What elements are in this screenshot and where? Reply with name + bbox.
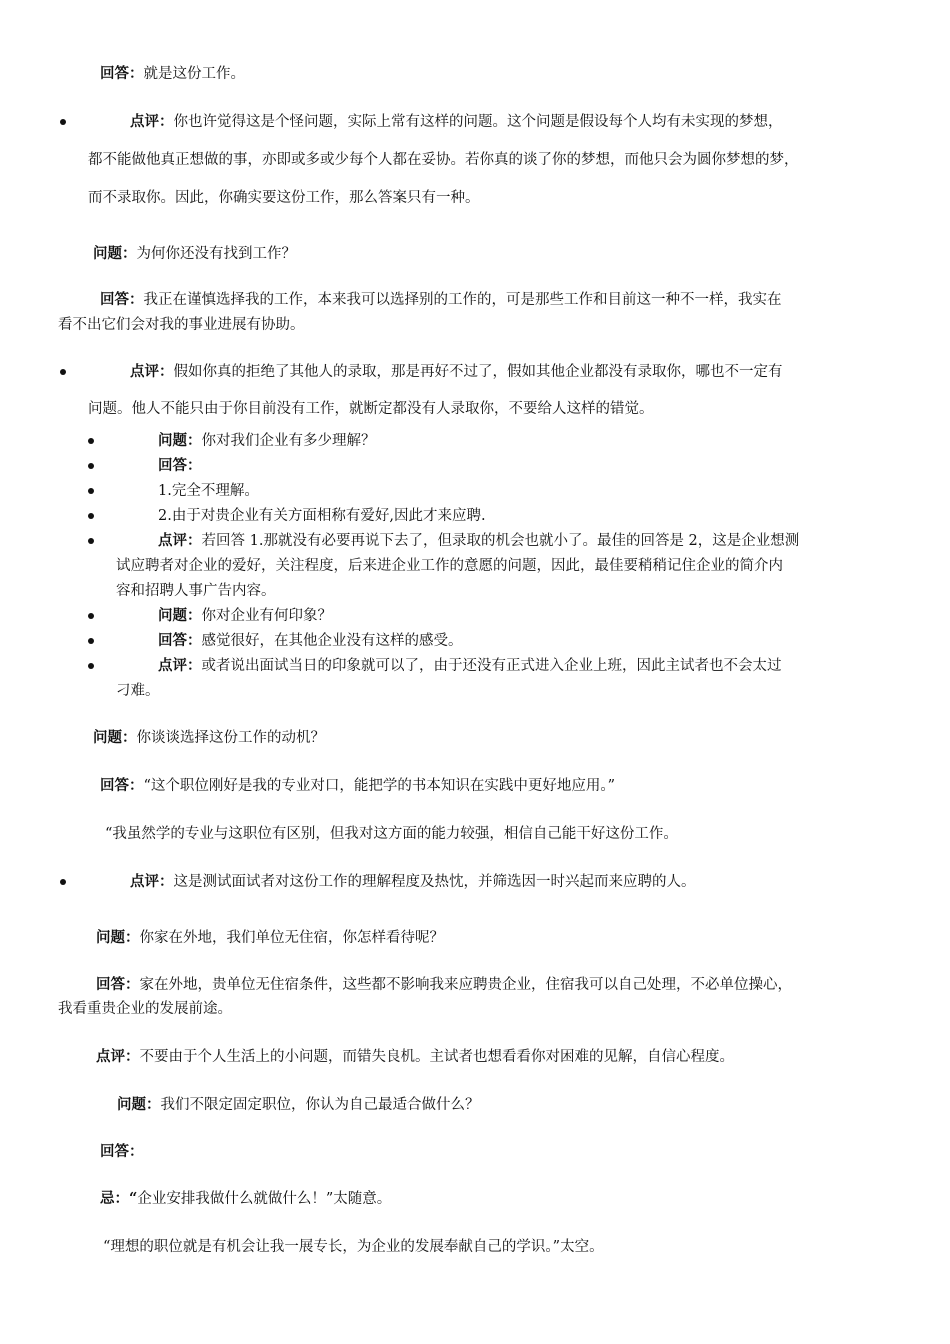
list-item [158,654,782,678]
question-text: 你对企业有何印象？ [201,608,332,624]
answer-paragraph [100,774,615,798]
answer-text: 就是这份工作。 [143,66,245,82]
comment-text: 刁难。 [116,683,160,699]
comment-label: 点评： [96,1048,140,1065]
bullet-icon [88,463,94,469]
comment-text: 问题。他人不能只由于你目前没有工作，就断定都没有人录取你，不要给人这样的错觉。 [88,401,654,417]
answer-line [58,313,305,337]
bullet-icon [60,879,66,885]
comment-text: 而不录取你。因此，你确实要这份工作，那么答案只有一种。 [88,190,480,206]
comment-line [130,870,696,894]
question-text: 你谈谈选择这份工作的动机？ [136,730,325,746]
question-paragraph [93,726,325,750]
answer-paragraph [100,1140,144,1164]
answer-line [58,997,232,1021]
answer-text: 我看重贵企业的发展前途。 [58,1001,232,1017]
list-item [158,629,463,653]
comment-text: 不要由于个人生活上的小问题，而错失良机。主试者也想看看你对困难的见解，自信心程度。 [139,1049,734,1065]
avoid-paragraph [103,1235,604,1259]
question-label: 问题： [117,1096,161,1113]
comment-line [88,397,654,421]
question-label: 问题： [96,929,140,946]
question-text: 我们不限定固定职位，你认为自己最适合做什么？ [160,1097,480,1113]
answer-text: 感觉很好，在其他企业没有这样的感受。 [201,633,463,649]
list-item [158,479,259,503]
bullet-icon [88,613,94,619]
question-text: 你对我们企业有多少理解？ [201,433,376,449]
question-paragraph [117,1093,480,1117]
avoid-text: 企业安排我做什么就做什么！”太随意。 [137,1191,392,1207]
bullet-icon [88,663,94,669]
comment-label: 点评： [158,657,202,674]
comment-line [116,554,783,578]
answer-paragraph [105,822,678,846]
bullet-icon [60,119,66,125]
answer-paragraph [100,62,245,86]
comment-text: 假如你真的拒绝了其他人的录取，那是再好不过了，假如其他企业都没有录取你，哪也不一定有 [173,364,783,380]
bullet-icon [88,513,94,519]
question-paragraph [93,242,296,266]
comment-text: 这是测试面试者对这份工作的理解程度及热忱，并筛选因一时兴起而来应聘的人。 [173,874,696,890]
comment-text: 若回答 1.那就没有必要再说下去了，但录取的机会也就小了。最佳的回答是 2，这是企业想测 [201,533,800,549]
list-item [158,429,376,453]
option-text: 1.完全不理解。 [158,483,259,499]
comment-line [116,579,276,603]
answer-text: 我正在谨慎选择我的工作，本来我可以选择别的工作的，可是那些工作和目前这一种不一样，我实在 [143,292,782,308]
question-label: 问题： [158,607,202,624]
comment-line [116,679,160,703]
answer-text: 家在外地，贵单位无住宿条件，这些都不影响我来应聘贵企业，住宿我可以自己处理，不必单位操心， [139,977,792,993]
bullet-icon [88,538,94,544]
comment-label: 点评： [130,873,174,890]
answer-text: “这个职位刚好是我的专业对口，能把学的书本知识在实践中更好地应用。” [143,778,616,794]
question-label: 问题： [93,245,137,262]
answer-text: “我虽然学的专业与这职位有区别，但我对这方面的能力较强，相信自己能干好这份工作。 [105,826,678,842]
avoid-text: “理想的职位就是有机会让我一展专长，为企业的发展奉献自己的学识。”太空。 [103,1239,604,1255]
list-item [158,604,332,628]
comment-label: 点评： [158,532,202,549]
answer-label: 回答： [100,777,144,794]
comment-line [88,186,480,210]
question-label: 问题： [93,729,137,746]
comment-text: 或者说出面试当日的印象就可以了，由于还没有正式进入企业上班，因此主试者也不会太过 [201,658,782,674]
bullet-icon [88,438,94,444]
answer-label: 回答： [100,65,144,82]
list-item [158,504,486,528]
answer-label: 回答： [96,976,140,993]
bullet-icon [88,488,94,494]
option-text: 2.由于对贵企业有关方面相称有爱好,因此才来应聘. [158,508,486,524]
answer-paragraph [100,288,782,312]
comment-text: 容和招聘人事广告内容。 [116,583,276,599]
comment-paragraph [96,1045,734,1069]
comment-text: 试应聘者对企业的爱好，关注程度，后来进企业工作的意愿的问题，因此，最佳要稍稍记住企业的简介内 [116,558,783,574]
bullet-icon [60,369,66,375]
bullet-icon [88,638,94,644]
list-item [158,454,202,478]
comment-label: 点评： [130,113,174,130]
answer-label: 回答： [158,632,202,649]
comment-line [130,360,783,384]
comment-line [130,110,783,134]
comment-label: 点评： [130,363,174,380]
comment-text: 都不能做他真正想做的事，亦即或多或少每个人都在妥协。若你真的谈了你的梦想，而他只会为圆你梦想的梦， [88,152,799,168]
question-paragraph [96,926,444,950]
question-label: 问题： [158,432,202,449]
avoid-label: 忌：“ [100,1190,138,1207]
question-text: 你家在外地，我们单位无住宿，你怎样看待呢？ [139,930,444,946]
answer-label: 回答： [100,1143,144,1160]
question-text: 为何你还没有找到工作？ [136,246,296,262]
list-item [158,529,799,553]
avoid-paragraph [100,1187,391,1211]
answer-text: 看不出它们会对我的事业进展有协助。 [58,317,305,333]
answer-label: 回答： [100,291,144,308]
answer-label: 回答： [158,457,202,474]
comment-line [88,148,799,172]
answer-paragraph [96,973,792,997]
comment-text: 你也许觉得这是个怪问题，实际上常有这样的问题。这个问题是假设每个人均有未实现的梦想， [173,114,783,130]
